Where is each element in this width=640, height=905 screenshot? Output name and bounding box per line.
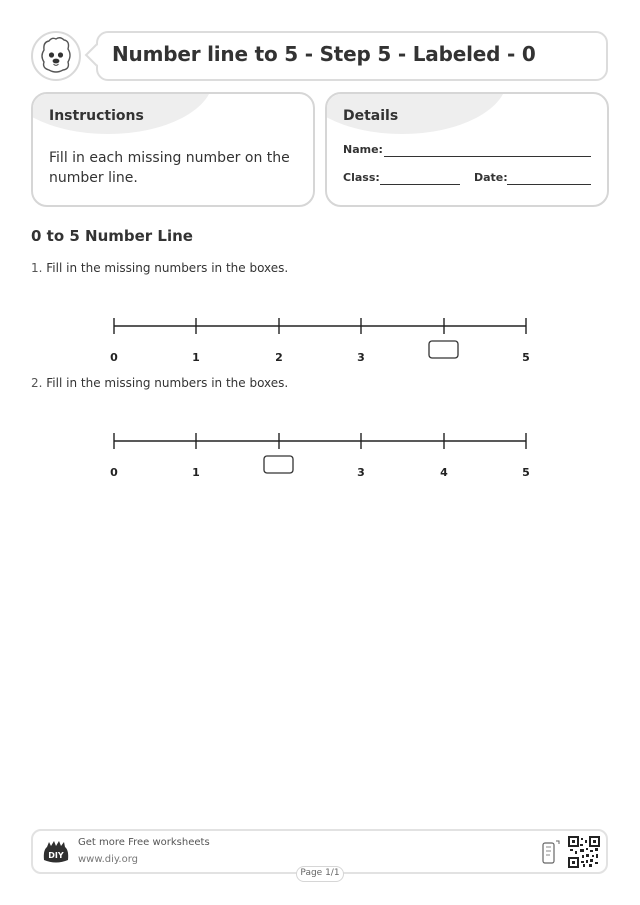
question-number: 2. (31, 376, 43, 390)
question-number: 1. (31, 261, 43, 275)
tick-label: 4 (440, 466, 448, 479)
instructions-heading: Instructions (49, 108, 144, 124)
answer-box[interactable] (429, 341, 458, 358)
diy-logo-icon[interactable] (41, 838, 71, 866)
qr-code-icon[interactable] (568, 836, 600, 868)
name-label: Name: (343, 143, 383, 156)
question-1-prompt (31, 261, 288, 275)
logo-text: DIY (48, 851, 64, 860)
tick-label: 0 (110, 466, 118, 479)
class-label: Class: (343, 171, 380, 184)
name-field[interactable] (384, 156, 591, 157)
footer-url[interactable]: www.diy.org (78, 854, 138, 865)
question-text: Fill in the missing numbers in the boxes. (46, 261, 289, 275)
tick-label: 0 (110, 351, 118, 364)
tick-label: 2 (275, 351, 283, 364)
date-label: Date: (474, 171, 508, 184)
tick-label: 3 (357, 466, 365, 479)
tick-label: 3 (357, 351, 365, 364)
mascot-avatar (31, 31, 81, 81)
page-indicator: Page 1/1 (296, 866, 344, 882)
question-text: Fill in the missing numbers in the boxes. (46, 376, 289, 390)
date-field[interactable] (507, 184, 591, 185)
instructions-card (31, 92, 315, 207)
tick-label: 1 (192, 466, 200, 479)
instructions-text: Fill in each missing number on the number line. (49, 150, 290, 186)
class-field[interactable] (380, 184, 460, 185)
tick-label: 5 (522, 466, 530, 479)
phone-app-icon (540, 838, 562, 866)
answer-box[interactable] (264, 456, 293, 473)
mascot-icon (33, 33, 79, 79)
page-title: Number line to 5 - Step 5 - Labeled - 0 (112, 42, 536, 66)
question-2-prompt (31, 376, 288, 390)
footer-promo: Get more Free worksheets (78, 837, 210, 848)
number-line-2 (0, 430, 640, 490)
section-title: 0 to 5 Number Line (31, 227, 193, 245)
details-heading: Details (343, 108, 399, 124)
details-card (325, 92, 609, 207)
tick-label: 1 (192, 351, 200, 364)
tick-label: 5 (522, 351, 530, 364)
number-line-1 (0, 315, 640, 375)
